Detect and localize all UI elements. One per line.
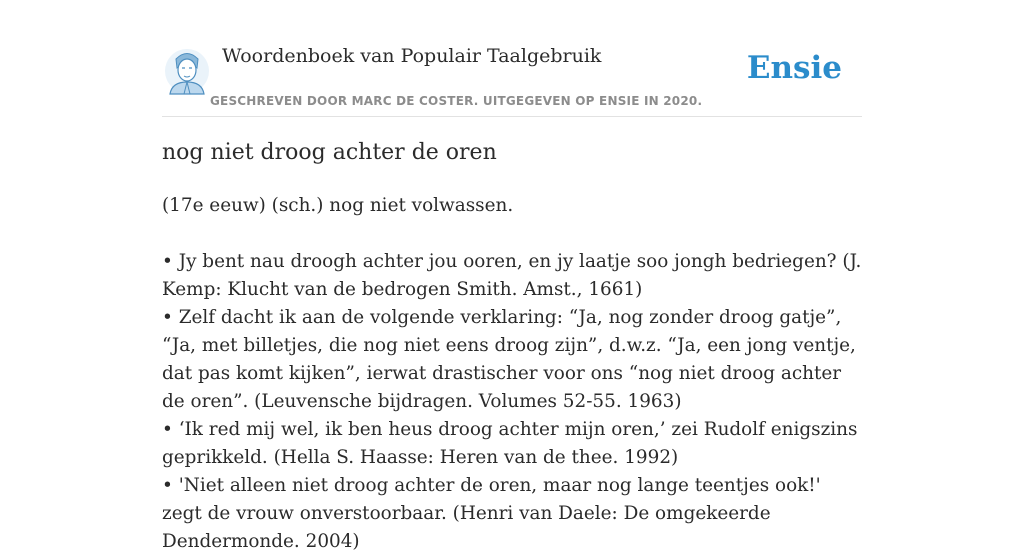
quote-item: • Zelf dacht ik aan de volgende verklaring: “Ja, nog zonder droog gatje”, “Ja, met billetjes, die nog niet eens droog zijn”, d.w.z. “Ja, een jong ventje, dat pas komt kijken”, ierwat drastischer voor ons “nog niet droog achter de oren”. (Leuvensche bijdragen. Volumes 52-55. 1963) (162, 307, 856, 412)
quote-item: • 'Niet alleen niet droog achter de oren, maar nog lange teentjes ook!' zegt de vrouw onverstoorbaar. (Henri van Daele: De omgekeerde Dendermonde. 2004) (162, 475, 821, 552)
quote-item: • ‘Ik red mij wel, ik ben heus droog achter mijn oren,’ zei Rudolf enigszins geprikkeld. (Hella S. Haasse: Heren van de thee. 1992) (162, 419, 858, 468)
entry-body (162, 192, 862, 556)
brand-logo[interactable]: Ensie (746, 50, 842, 86)
book-title[interactable]: Woordenboek van Populair Taalgebruik (222, 45, 602, 67)
entry-definition: (17e eeuw) (sch.) nog niet volwassen. (162, 195, 514, 216)
author-portrait-icon[interactable] (164, 46, 210, 96)
byline: GESCHREVEN DOOR MARC DE COSTER. UITGEGEVEN OP ENSIE IN 2020. (210, 94, 703, 108)
entry-term: nog niet droog achter de oren (162, 140, 497, 165)
entry-card (162, 0, 862, 552)
page-header (162, 0, 862, 117)
quote-item: • Jy bent nau droogh achter jou ooren, en jy laatje soo jongh bedriegen? (J. Kemp: Klucht van de bedrogen Smith. Amst., 1661) (162, 251, 862, 300)
